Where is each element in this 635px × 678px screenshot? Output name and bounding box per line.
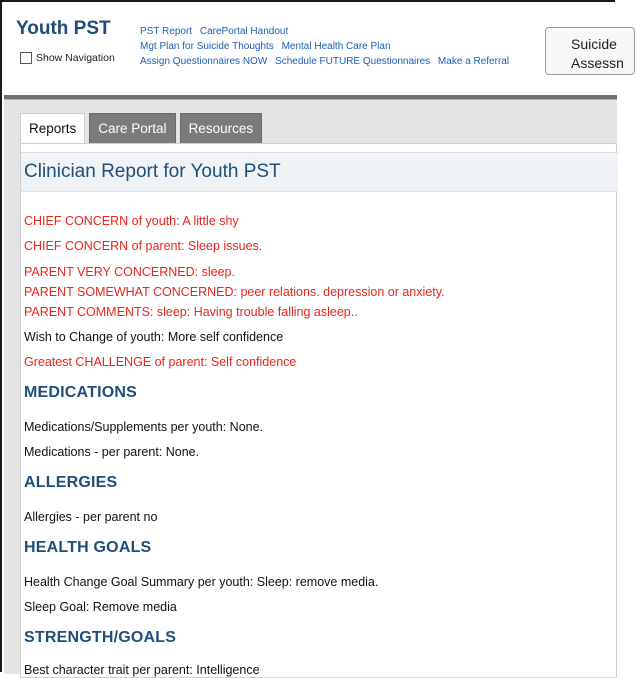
link-mgt-plan-suicide[interactable]: Mgt Plan for Suicide Thoughts — [140, 41, 274, 52]
show-navigation-label: Show Navigation — [36, 52, 115, 64]
report-title-bar — [21, 152, 618, 192]
app-title: Youth PST — [16, 18, 111, 39]
medication-line: Medications/Supplements per youth: None. — [24, 420, 264, 434]
section-heading-strength-goals: STRENGTH/GOALS — [24, 629, 177, 646]
concern-line: PARENT VERY CONCERNED: sleep. — [24, 265, 235, 279]
concern-line: Greatest CHALLENGE of parent: Self confidence — [24, 355, 297, 369]
report-panel — [20, 143, 617, 678]
header-links-row-1 — [140, 24, 514, 39]
show-navigation-toggle[interactable] — [20, 52, 115, 64]
link-pst-report[interactable]: PST Report — [140, 26, 193, 37]
suicide-button-line-2: Assessn — [571, 55, 624, 71]
tab-resources[interactable]: Resources — [180, 113, 263, 143]
section-heading-medications: MEDICATIONS — [24, 384, 138, 401]
header-links — [140, 24, 514, 69]
link-make-referral[interactable]: Make a Referral — [437, 56, 510, 67]
concern-line: PARENT SOMEWHAT CONCERNED: peer relations. depression or anxiety. — [24, 285, 445, 299]
tab-bar — [20, 113, 262, 143]
medication-line: Medications - per parent: None. — [24, 445, 200, 459]
suicide-assessment-button[interactable] — [545, 27, 635, 75]
health-goal-line: Health Change Goal Summary per youth: Sleep: remove media. — [24, 575, 379, 589]
link-mental-health-care-plan[interactable]: Mental Health Care Plan — [281, 41, 391, 52]
show-navigation-checkbox[interactable] — [20, 52, 32, 64]
concern-line: CHIEF CONCERN of youth: A little shy — [24, 214, 239, 228]
app-header — [4, 4, 624, 94]
tab-reports[interactable]: Reports — [20, 113, 85, 143]
suicide-button-line-1: Suicide — [571, 36, 617, 52]
report-title: Clinician Report for Youth PST — [24, 161, 281, 182]
link-schedule-questionnaires[interactable]: Schedule FUTURE Questionnaires — [275, 56, 431, 67]
tab-care-portal[interactable]: Care Portal — [89, 113, 175, 143]
main-content — [4, 99, 617, 677]
concern-line: CHIEF CONCERN of parent: Sleep issues. — [24, 239, 263, 253]
section-heading-allergies: ALLERGIES — [24, 474, 118, 491]
section-heading-health-goals: HEALTH GOALS — [24, 539, 152, 556]
strength-goal-line: Best character trait per parent: Intelligence — [24, 663, 260, 677]
link-careportal-handout[interactable]: CarePortal Handout — [199, 26, 289, 37]
allergy-line: Allergies - per parent no — [24, 510, 158, 524]
header-links-row-2 — [140, 39, 514, 54]
health-goal-line: Sleep Goal: Remove media — [24, 600, 177, 614]
link-assign-questionnaires[interactable]: Assign Questionnaires NOW — [140, 56, 268, 67]
concern-line: Wish to Change of youth: More self confidence — [24, 330, 284, 344]
header-links-row-3 — [140, 54, 514, 69]
concern-line: PARENT COMMENTS: sleep: Having trouble falling asleep.. — [24, 305, 358, 319]
